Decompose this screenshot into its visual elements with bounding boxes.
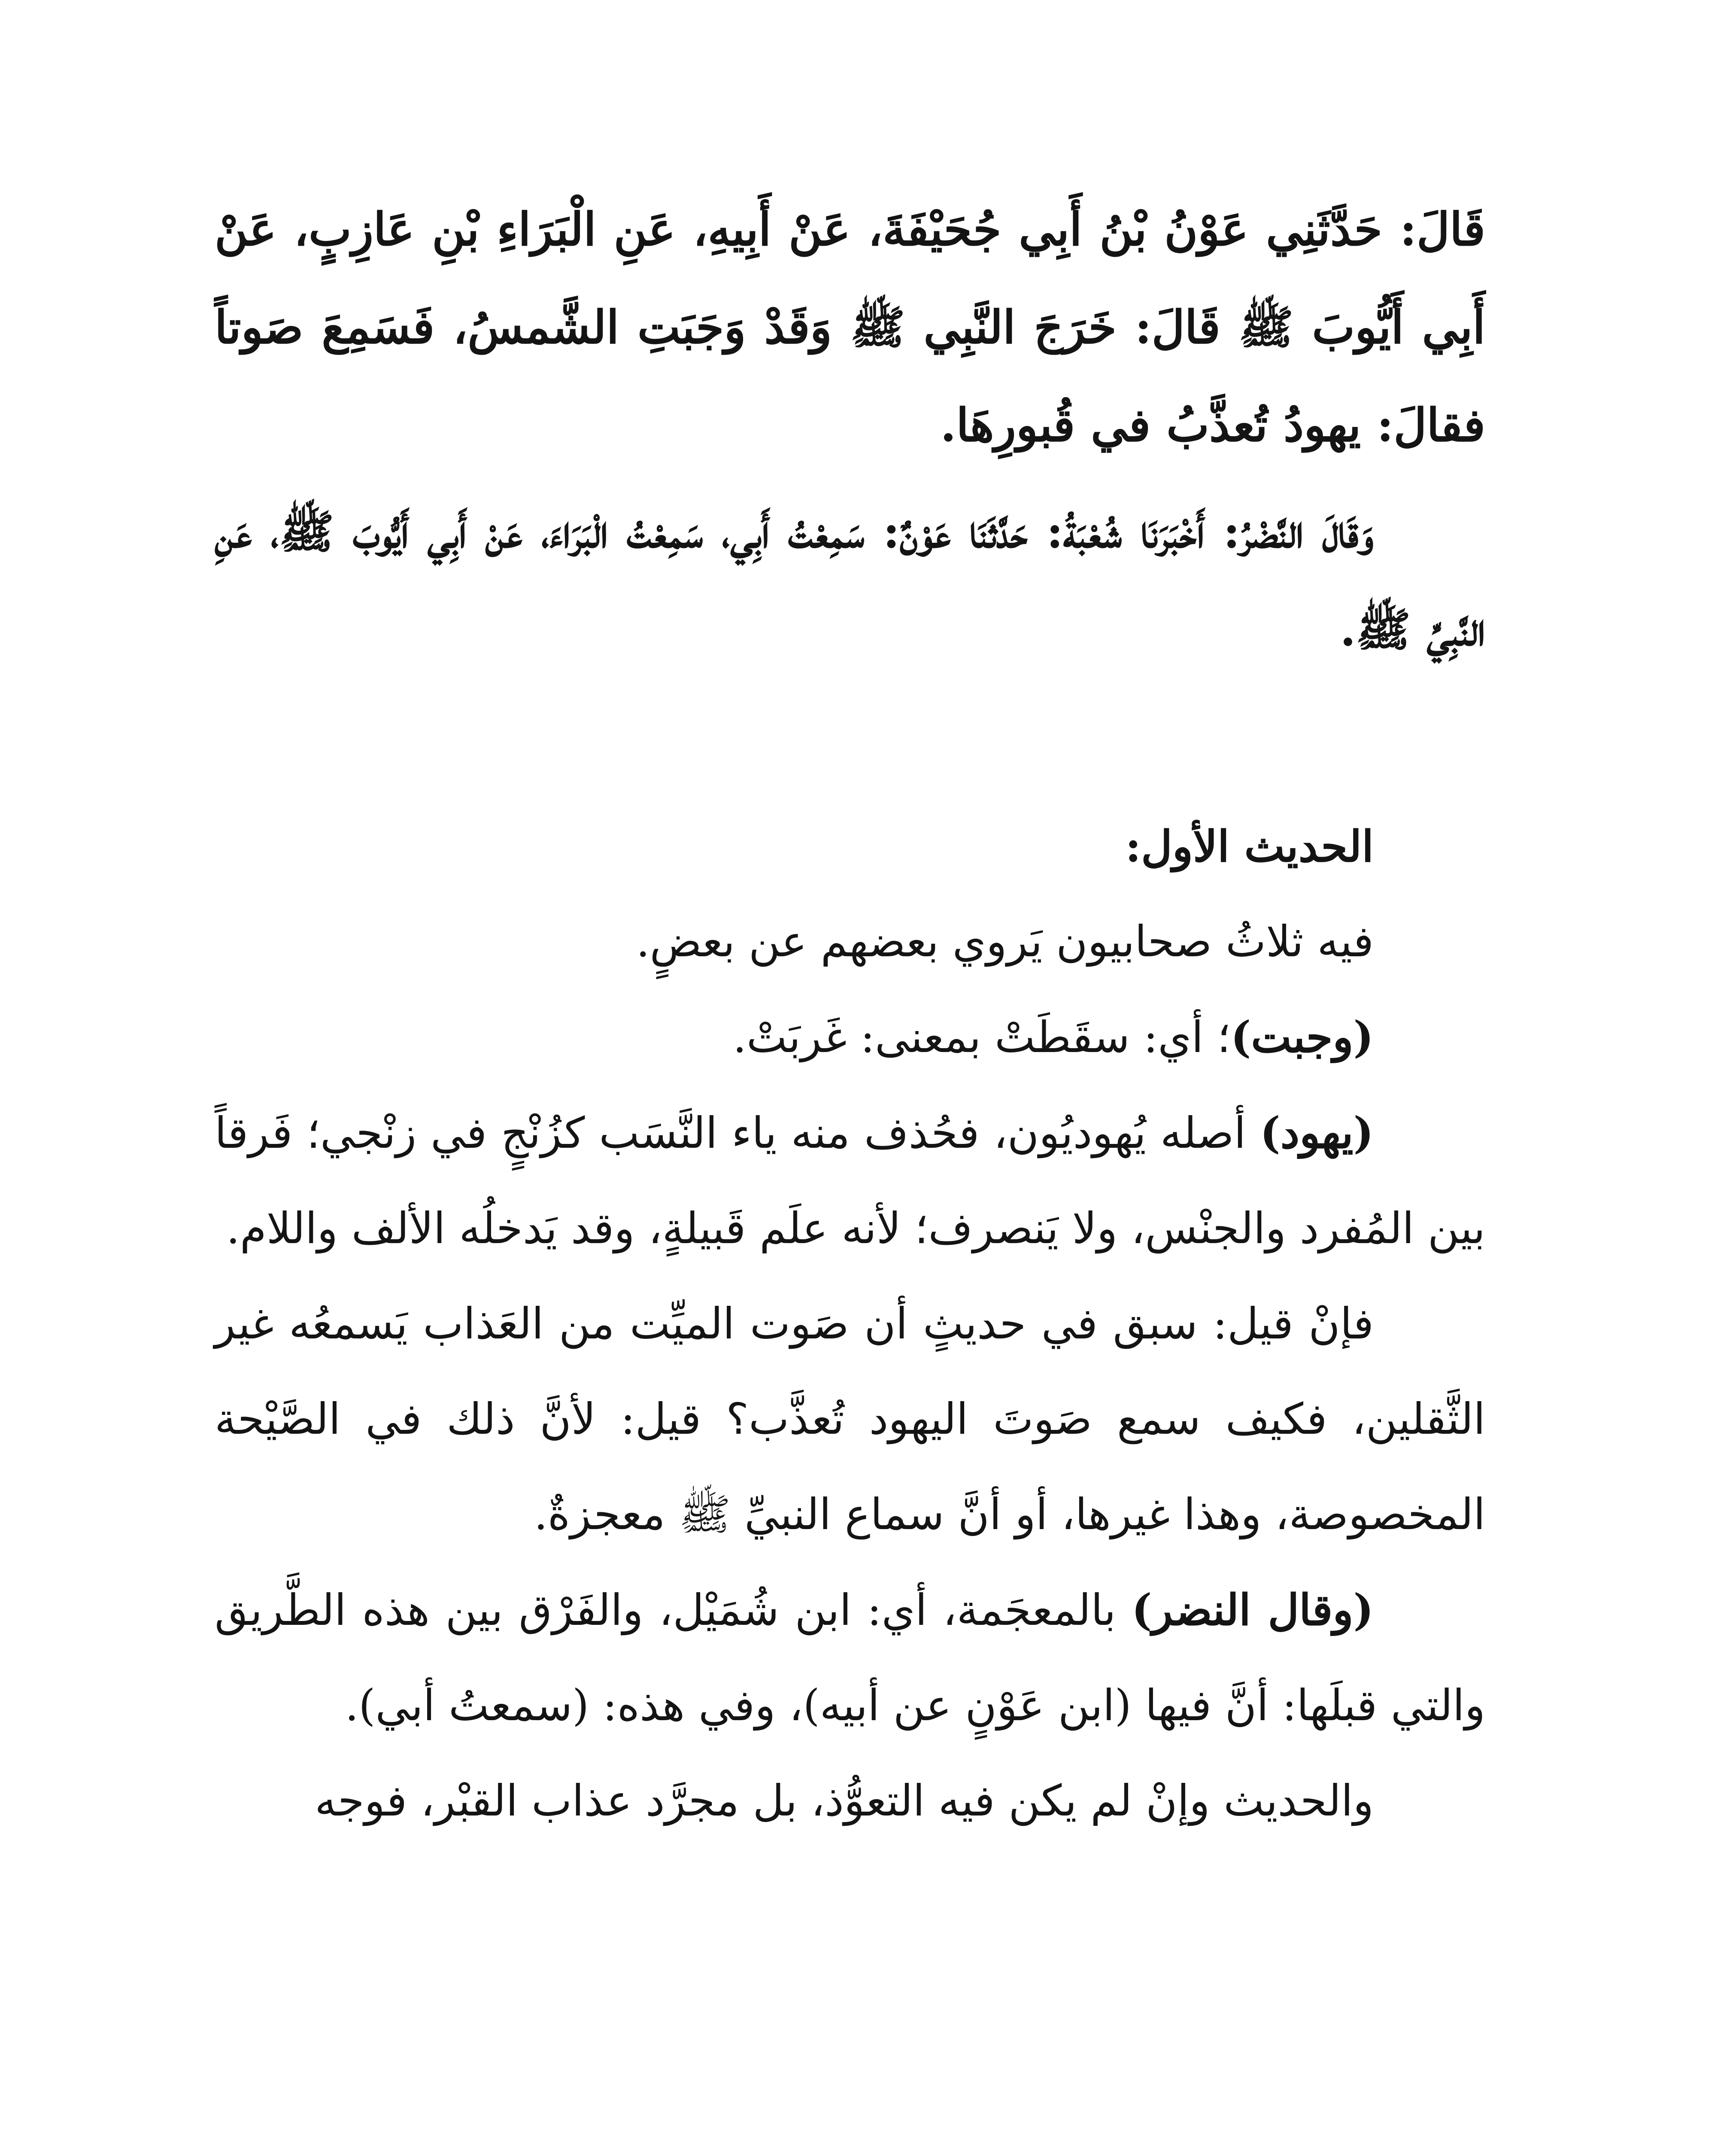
term-wajabat: (وجبت) — [1230, 1012, 1374, 1062]
commentary-paragraph-question: فإنْ قيل: سبق في حديثٍ أن صَوت الميِّت من العَذاب يَسمعُه غير الثَّقلين، فكيف سمع صَوتَ اليهود تُعذَّب؟ قيل: لأنَّ ذلك في الصَّيْحة المخصوصة، وهذا غيرها، أو أنَّ سماع النبيِّ ﷺ معجزةٌ. — [215, 1299, 1485, 1539]
term-yahud-explanation: أصله يُهوديُون، فحُذف منه ياء النَّسَب كزُنْجٍ في زنْجي؛ فَرقاً بين المُفرد والجنْس، ولا يَنصرف؛ لأنه علَم قَبيلةٍ، وقد يَدخلُه الألف واللام. — [215, 1108, 1485, 1253]
hadith-paragraph-1: قَالَ: حَدَّثَنِي عَوْنُ بْنُ أَبِي جُحَيْفَةَ، عَنْ أَبِيهِ، عَنِ الْبَرَاءِ بْنِ عَازِبٍ، عَنْ أَبِي أَيُّوبَ ﷺ قَالَ: خَرَجَ النَّبِي ﷺ وَقَدْ وَجَبَتِ الشَّمسُ، فَسَمِعَ صَوتاً فقالَ: يهودُ تُعذَّبُ في قُبورِهَا. — [215, 202, 1485, 452]
section-heading: الحديث الأول: — [1125, 821, 1374, 872]
term-nadr-explanation: بالمعجَمة، أي: ابن شُمَيْل، والفَرْق بين هذه الطَّريق والتي قبلَها: أنَّ فيها (ابن عَوْنٍ عن أبيه)، وفي هذه: (سمعتُ أبي). — [215, 1585, 1485, 1730]
commentary-line-1: فيه ثلاثُ صحابيون يَروي بعضهم عن بعضٍ. — [636, 916, 1374, 967]
commentary-paragraph-final: والحديث وإنْ لم يكن فيه التعوُّذ، بل مجرَّد عذاب القبْر، فوجه — [315, 1776, 1374, 1826]
term-yahud: (يهود) — [1260, 1107, 1374, 1158]
commentary-line-2 — [215, 989, 1485, 1085]
hadith-text — [215, 180, 1485, 678]
commentary-text — [215, 799, 1485, 1849]
term-nadr: (وقال النضر) — [1132, 1584, 1374, 1635]
commentary-paragraph-yahud — [215, 1085, 1485, 1276]
commentary-paragraph-nadr — [215, 1562, 1485, 1753]
hadith-paragraph-2: وَقَالَ النَّضْرُ: أَخْبَرَنَا شُعْبَةُ: حَدَّثَنَا عَوْنٌ: سَمِعْتُ أَبِي، سَمِعْتُ الْبَرَاءَ، عَنْ أَبِي أَيُّوبَ ﷺ، عَنِ النَّبِيِّ ﷺ. — [215, 505, 1485, 656]
term-wajabat-explanation: ؛ أي: سقَطَتْ بمعنى: غَربَتْ. — [733, 1012, 1231, 1062]
